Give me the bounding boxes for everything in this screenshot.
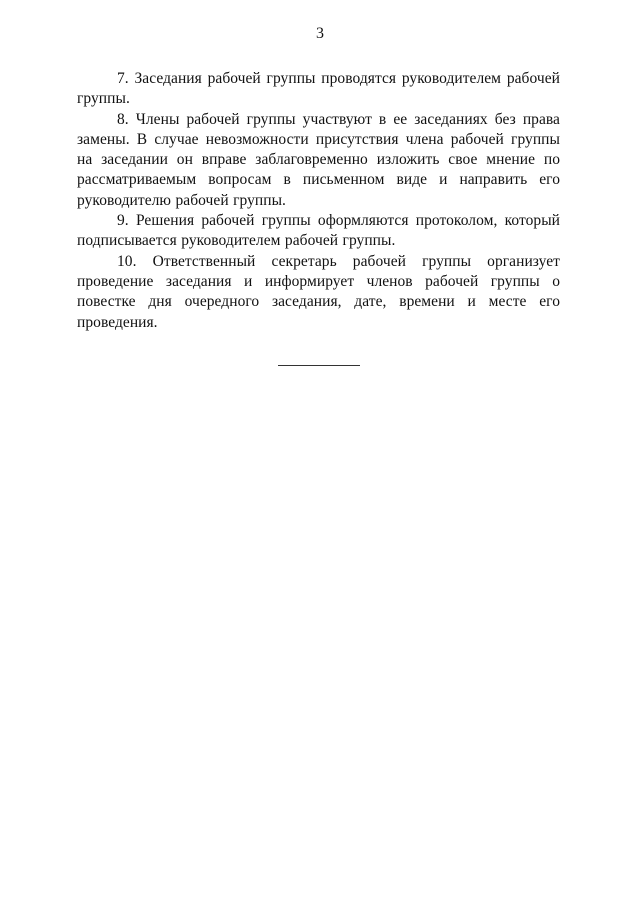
end-of-text-rule (278, 365, 360, 366)
document-body (77, 69, 560, 333)
paragraph-9: 9. Решения рабочей группы оформляются протоколом, который подписывается руководителем рабочей группы. (77, 212, 560, 250)
paragraph-7: 7. Заседания рабочей группы проводятся руководителем рабочей группы. (77, 70, 560, 108)
page-number: 3 (316, 25, 324, 42)
paragraph-8: 8. Члены рабочей группы участвуют в ее заседаниях без права замены. В случае невозможности присутствия члена рабочей группы на заседании он вправе заблаговременно изложить свое мнение по рассматриваемым вопросам в письменном виде и направить его руководителю рабочей группы. (77, 110, 560, 209)
paragraph-10: 10. Ответственный секретарь рабочей группы организует проведение заседания и информирует членов рабочей группы о повестке дня очередного заседания, дате, времени и месте его проведения. (77, 252, 560, 331)
